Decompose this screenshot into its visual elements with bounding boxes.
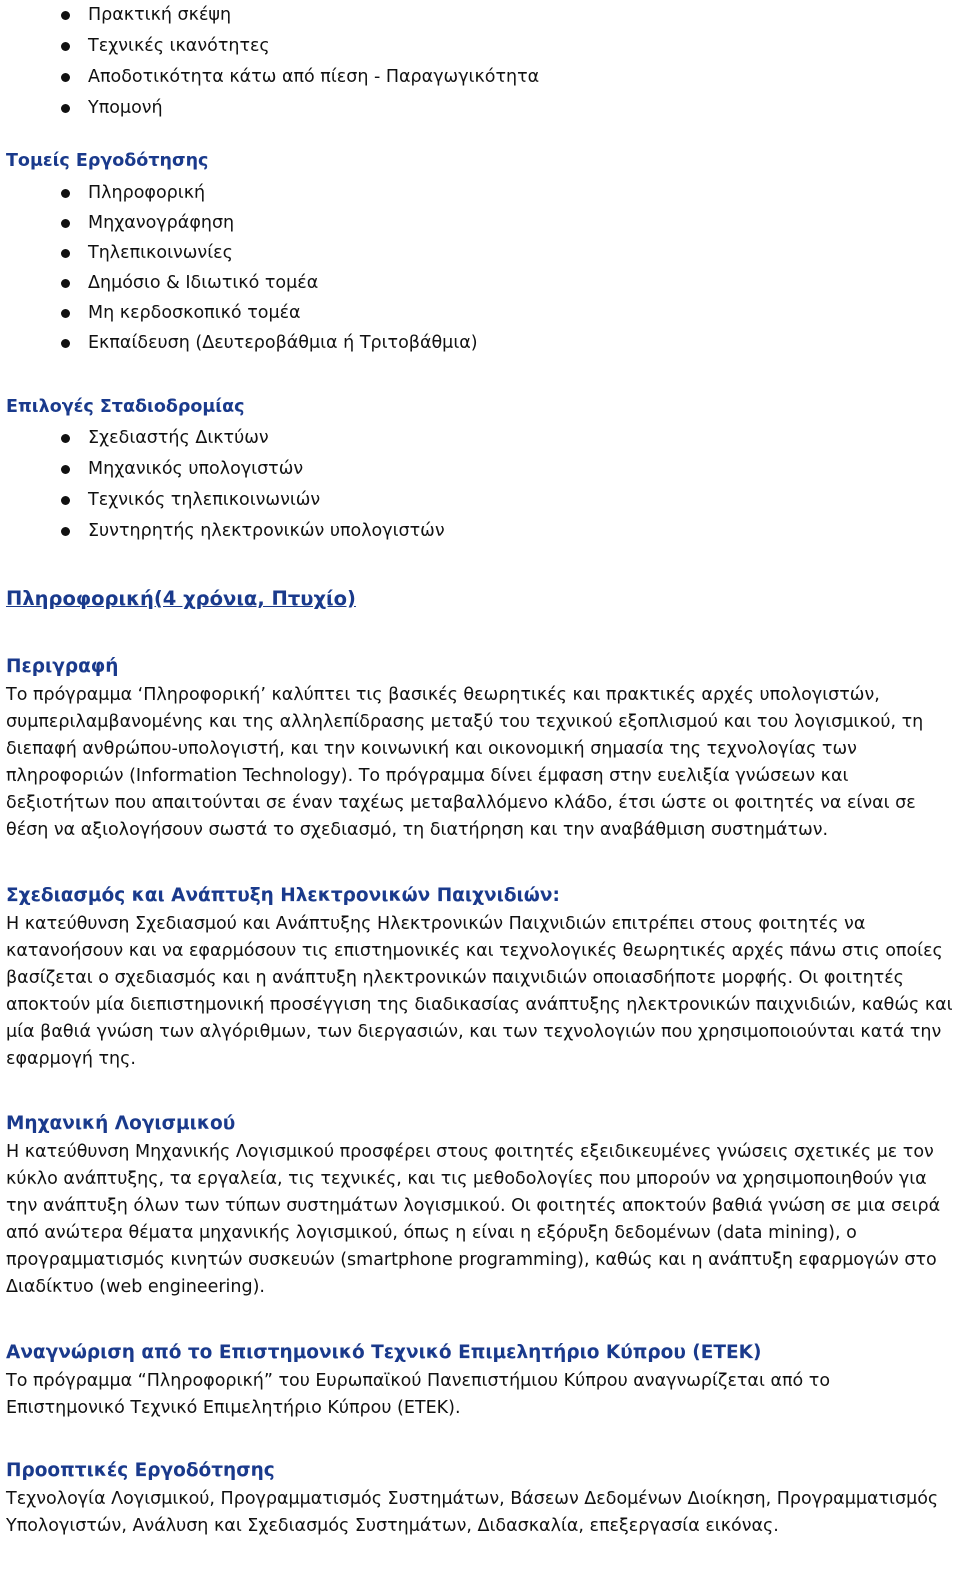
list-item-text: Τηλεπικοινωνίες — [88, 243, 233, 263]
recognition-heading: Αναγνώριση από το Επιστημονικό Τεχνικό Επιμελητήριο Κύπρου (ΕΤΕΚ) — [6, 1342, 762, 1363]
bullet-icon — [61, 527, 70, 536]
career-options-list — [0, 423, 960, 547]
bullet-icon — [61, 189, 70, 198]
bullet-icon — [61, 465, 70, 474]
bullet-icon — [61, 496, 70, 505]
list-item-text: Μη κερδοσκοπικό τομέα — [88, 303, 301, 323]
list-item-text: Υπομονή — [88, 98, 163, 118]
skills-list — [0, 0, 960, 124]
employment-sectors-heading: Τομείς Εργοδότησης — [6, 151, 209, 171]
description-text: Το πρόγραμμα ‘Πληροφορική’ καλύπτει τις βασικές θεωρητικές και πρακτικές αρχές υπολογιστών, συμπεριλαμβανομένης και της αλληλεπίδρασης μεταξύ του τεχνικού εξοπλισμού και του λογισμικού, τη διεπαφή ανθρώπου-υπολογιστή, και την κοινωνική και οικονομική σημασία της τεχνολογίας των πληροφοριών (Information Technology). Το πρόγραμμα δίνει έμφαση στην ευελιξία γνώσεων και δεξιοτήτων που απαιτούνται σε έναν ταχέως μεταβαλλόμενο κλάδο, έτσι ώστε οι φοιτητές να είναι σε θέση να αξιολογήσουν σωστά το σχεδιασμό, τη διατήρηση και την αναβάθμιση συστημάτων. — [6, 685, 924, 840]
list-item-text: Πρακτική σκέψη — [88, 5, 232, 25]
bullet-icon — [61, 42, 70, 51]
games-heading: Σχεδιασμός και Ανάπτυξη Ηλεκτρονικών Παιχνιδιών: — [6, 885, 560, 906]
list-item — [0, 62, 960, 93]
list-item — [0, 328, 960, 358]
list-item — [0, 298, 960, 328]
list-item-text: Μηχανικός υπολογιστών — [88, 459, 304, 479]
bullet-icon — [61, 11, 70, 20]
list-item-text: Μηχανογράφηση — [88, 213, 235, 233]
description-heading: Περιγραφή — [6, 656, 119, 677]
list-item-text: Σχεδιαστής Δικτύων — [88, 428, 269, 448]
prospects-text: Τεχνολογία Λογισμικού, Προγραμματισμός Συστημάτων, Βάσεων Δεδομένων Διοίκηση, Προγραμματισμός Υπολογιστών, Ανάλυση και Σχεδιασμός Συστημάτων, Διδασκαλία, επεξεργασία εικόνας. — [6, 1489, 939, 1536]
list-item — [0, 516, 960, 547]
software-heading: Μηχανική Λογισμικού — [6, 1113, 236, 1134]
employment-sectors-list — [0, 178, 960, 358]
list-item — [0, 208, 960, 238]
bullet-icon — [61, 73, 70, 82]
list-item-text: Συντηρητής ηλεκτρονικών υπολογιστών — [88, 521, 445, 541]
career-options-heading: Επιλογές Σταδιοδρομίας — [6, 397, 245, 417]
list-item — [0, 454, 960, 485]
list-item — [0, 93, 960, 124]
list-item-text: Εκπαίδευση (Δευτεροβάθμια ή Τριτοβάθμια) — [88, 333, 478, 353]
list-item-text: Αποδοτικότητα κάτω από πίεση - Παραγωγικότητα — [88, 67, 540, 87]
bullet-icon — [61, 309, 70, 318]
bullet-icon — [61, 104, 70, 113]
list-item — [0, 0, 960, 31]
bullet-icon — [61, 339, 70, 348]
list-item — [0, 178, 960, 208]
list-item — [0, 423, 960, 454]
list-item — [0, 268, 960, 298]
list-item-text: Δημόσιο & Ιδιωτικό τομέα — [88, 273, 319, 293]
bullet-icon — [61, 249, 70, 258]
software-text: Η κατεύθυνση Μηχανικής Λογισμικού προσφέρει στους φοιτητές εξειδικευμένες γνώσεις σχετικές με τον κύκλο ανάπτυξης, τα εργαλεία, τις τεχνικές, και τις μεθοδολογίες που μπορούν να χρησιμοποιηθούν για την ανάπτυξη όλων των τύπων συστημάτων λογισμικού. Οι φοιτητές αποκτούν βαθιά γνώση σε μια σειρά από ανώτερα θέματα μηχανικής λογισμικού, όπως η είναι η εξόρυξη δεδομένων (data mining), ο προγραμματισμός κινητών συσκευών (smartphone programming), καθώς και η ανάπτυξη εφαρμογών στο Διαδίκτυο (web engineering). — [6, 1142, 941, 1297]
bullet-icon — [61, 434, 70, 443]
list-item-text: Τεχνικός τηλεπικοινωνιών — [88, 490, 321, 510]
list-item-text: Πληροφορική — [88, 183, 206, 203]
program-title: Πληροφορική(4 χρόνια, Πτυχίο) — [6, 587, 356, 610]
list-item — [0, 31, 960, 62]
bullet-icon — [61, 279, 70, 288]
bullet-icon — [61, 219, 70, 228]
recognition-text: Το πρόγραμμα “Πληροφορική” του Ευρωπαϊκού Πανεπιστήμιου Κύπρου αναγνωρίζεται από το Επιστημονικό Τεχνικό Επιμελητήριο Κύπρου (ΕΤΕΚ). — [6, 1371, 831, 1418]
list-item-text: Τεχνικές ικανότητες — [88, 36, 270, 56]
list-item — [0, 238, 960, 268]
games-text: Η κατεύθυνση Σχεδιασμού και Ανάπτυξης Ηλεκτρονικών Παιχνιδιών επιτρέπει στους φοιτητές να κατανοήσουν και να εφαρμόσουν τις επιστημονικές και τεχνολογικές θεωρητικές αρχές πάνω στις οποίες βασίζεται ο σχεδιασμός και η ανάπτυξη ηλεκτρονικών παιχνιδιών οποιασδήποτε μορφής. Οι φοιτητές αποκτούν μία διεπιστημονική προσέγγιση της διαδικασίας ανάπτυξης ηλεκτρονικών παιχνιδιών, καθώς και μία βαθιά γνώση των αλγόριθμων, των διεργασιών, και των τεχνολογιών που χρησιμοποιούνται κατά την εφαρμογή της. — [6, 914, 953, 1069]
list-item — [0, 485, 960, 516]
prospects-heading: Προοπτικές Εργοδότησης — [6, 1460, 275, 1481]
